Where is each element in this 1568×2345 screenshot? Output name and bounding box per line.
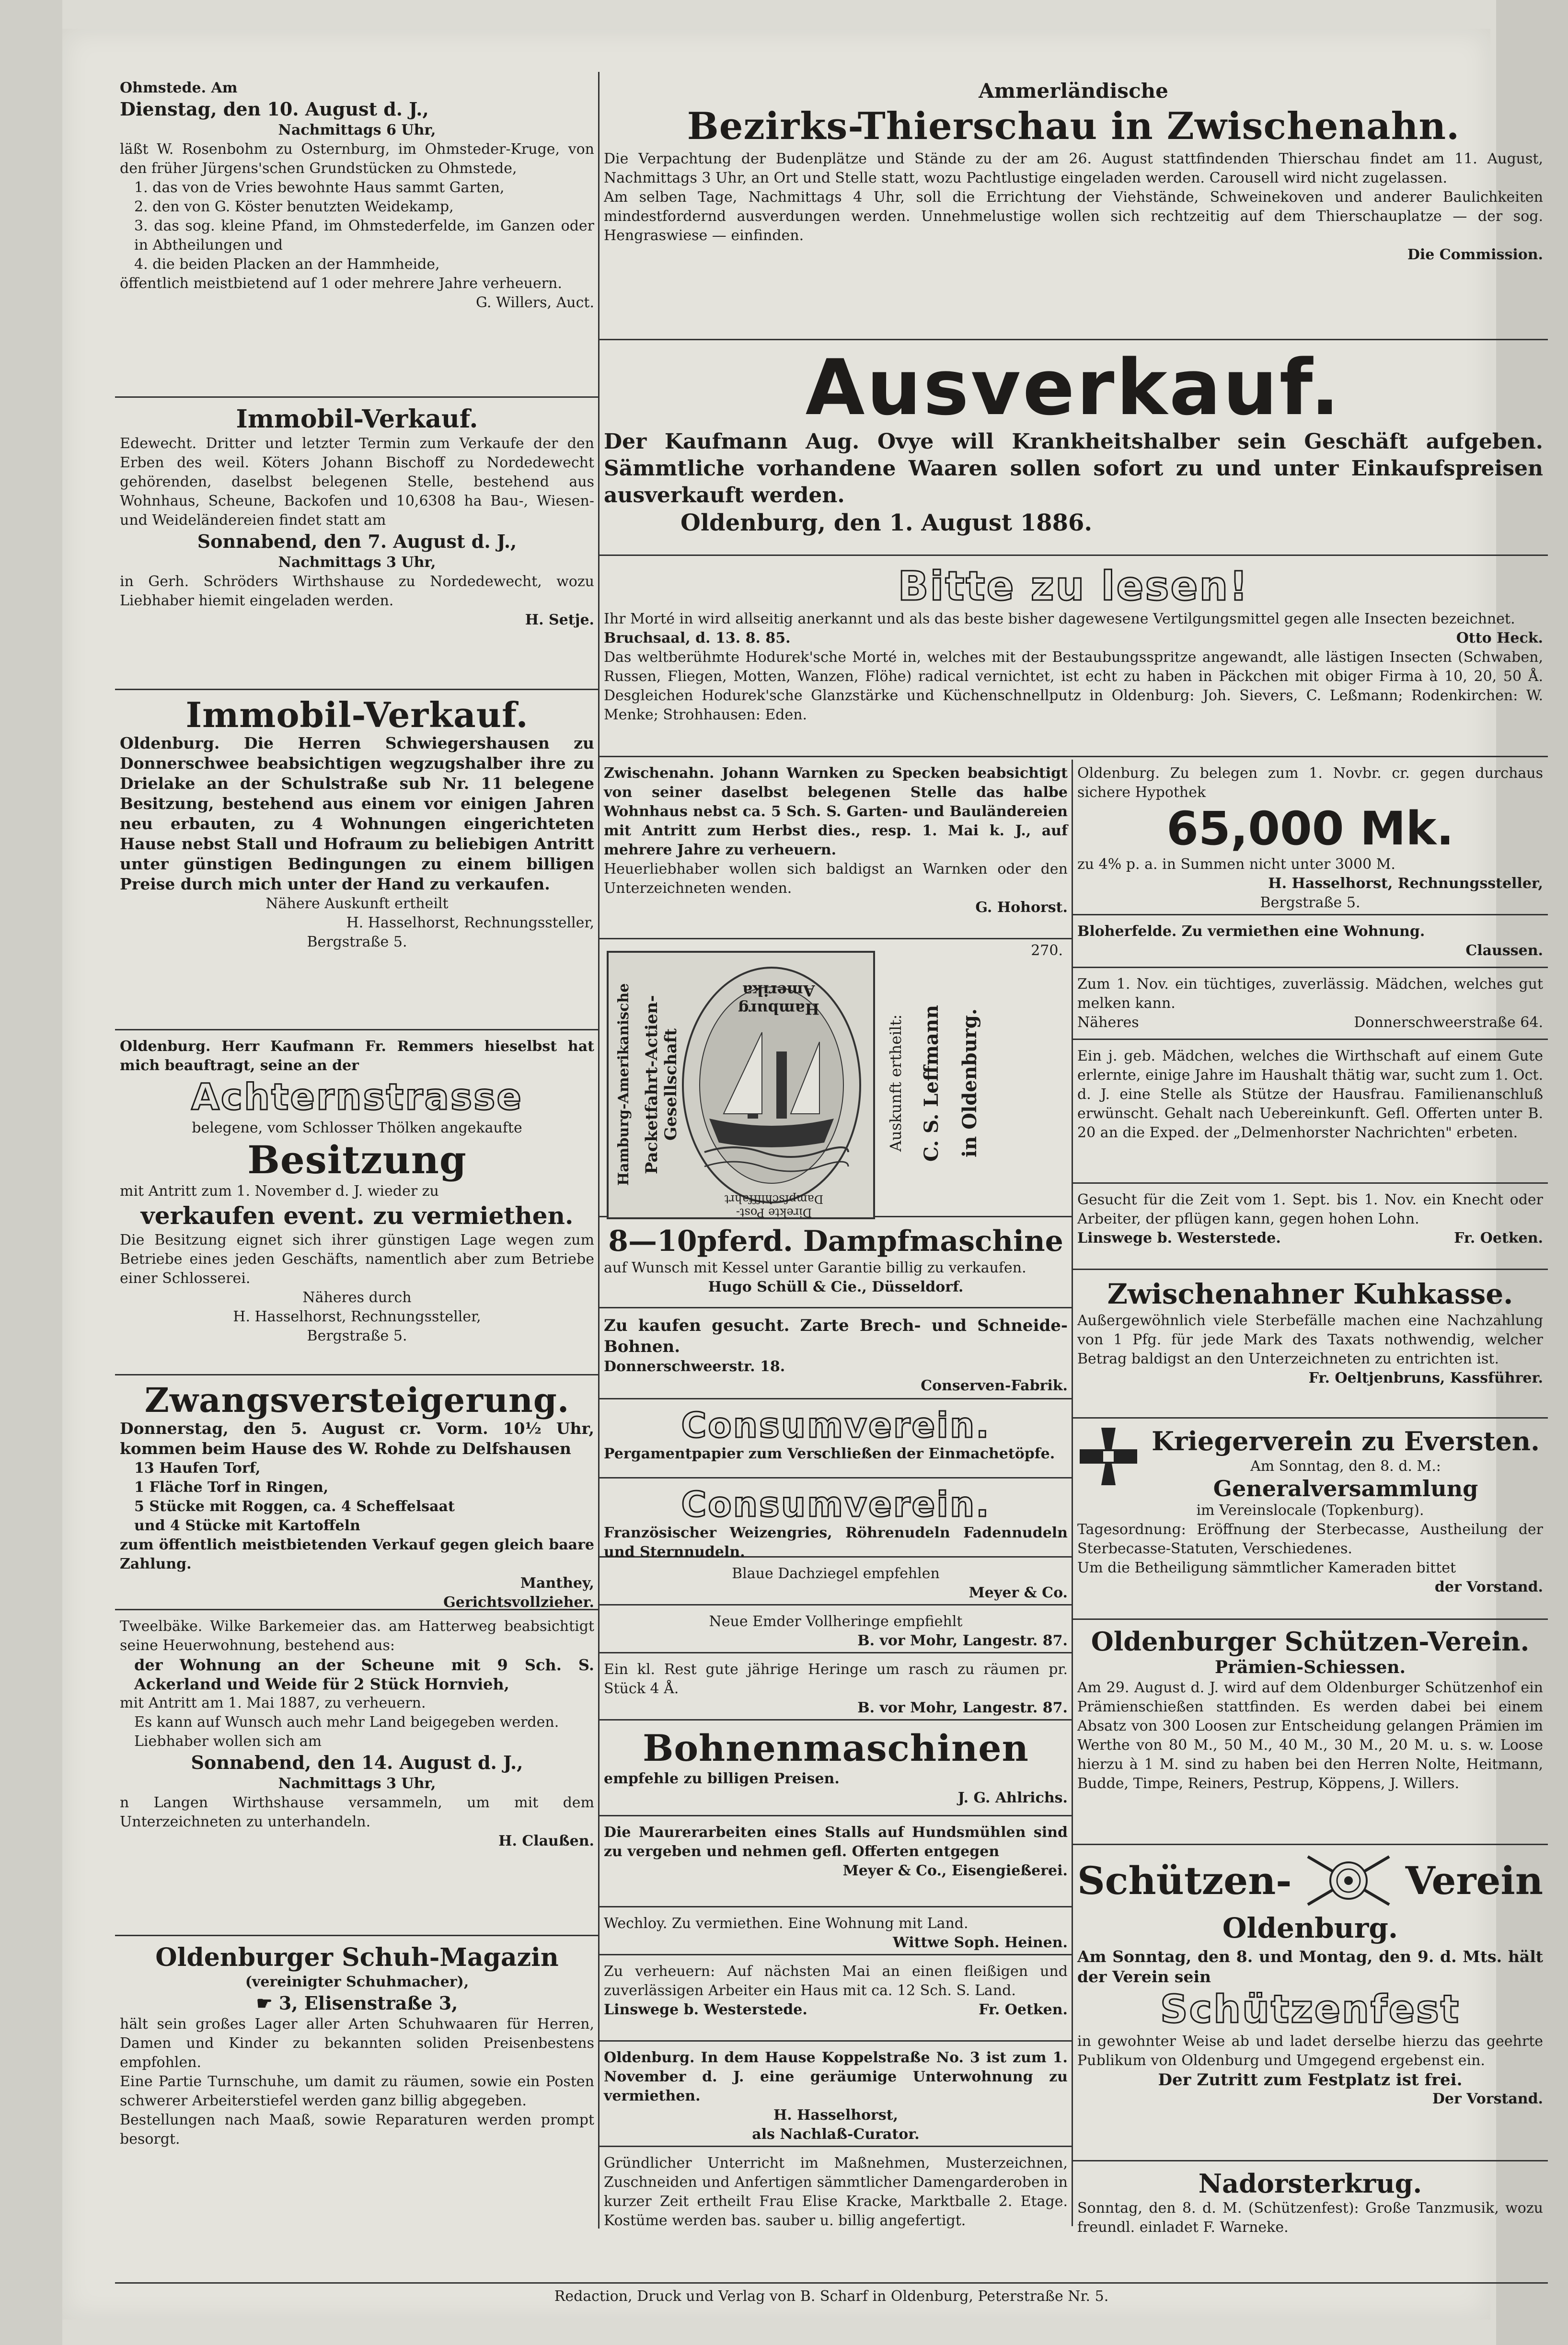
ad-signature: Der Vorstand.	[1432, 2091, 1543, 2107]
ad-term: mit Antritt zum 1. November d. J. wieder zu	[120, 1183, 439, 1200]
ad-signature: Hugo Schüll & Cie., Düsseldorf.	[708, 1279, 964, 1295]
ad-headline: verkaufen event. zu vermiethen.	[140, 1201, 574, 1230]
ad-title: Oldenburger Schuh-Magazin	[155, 1943, 559, 1972]
ad-item: 1. das von de Vries bewohnte Haus sammt Garten,	[134, 179, 505, 196]
ad-event: Generalversammlung	[1213, 1476, 1478, 1502]
ad-signature: Fr. Oetken.	[979, 2001, 1068, 2018]
ad-signature: B. vor Mohr, Langestr. 87.	[857, 1699, 1068, 1716]
ad-vollheringe	[599, 1606, 1072, 1653]
ad-ohmstede	[115, 72, 599, 398]
ad-date: Sonnabend, den 14. August d. J.,	[191, 1752, 523, 1773]
ad-wechloy	[599, 1907, 1072, 1955]
ad-unterricht	[599, 2147, 1072, 2253]
ad-title: Ausverkauf.	[805, 343, 1342, 432]
iron-cross-icon	[1077, 1425, 1140, 1488]
ad-body: Französischer Weizengries, Röhrenudeln Fadennudeln und Sternnudeln.	[604, 1525, 1068, 1560]
ad-body: Edewecht. Dritter und letzter Termin zum Verkaufe der den Erben des weil. Köters Johann Bischoff zu Nordedewecht gehörenden, daselbst belegenen Stelle, bestehend aus Wohnhaus, Scheune, Backofen und 10,6308 ha Bau-, Wiesen- und Weideländereien findet statt am	[120, 435, 594, 529]
ad-info: Nähere Auskunft ertheilt	[265, 895, 449, 912]
ad-signature: H. Hasselhorst,	[773, 2107, 899, 2124]
ad-more: Näheres durch	[302, 1289, 412, 1306]
ad-date: Am Sonntag, den 8. d. M.:	[1250, 1458, 1441, 1475]
ad-signature: H. Hasselhorst, Rechnungssteller,	[1268, 875, 1543, 892]
ad-location: belegene, vom Schlosser Thölken angekaufte	[192, 1120, 522, 1136]
ad-bloherfelde	[1072, 915, 1548, 968]
ad-body: Oldenburg. Zu belegen zum 1. Novbr. cr. gegen durchaus sichere Hypothek	[1077, 765, 1543, 801]
sub-column-right	[1072, 757, 1548, 2253]
ad-body: Eine Partie Turnschuhe, um damit zu räumen, sowie ein Posten schwerer Arbeiterstiefel werden ganz billig abgegeben.	[120, 2073, 594, 2109]
ad-body: Blaue Dachziegel empfehlen	[732, 1565, 940, 1582]
ad-dampfmaschine	[599, 1217, 1072, 1308]
ad-place: n Langen Wirthshause versammeln, um mit dem Unterzeichneten zu unterhandeln.	[120, 1794, 594, 1830]
ad-body: Heuerliebhaber wollen sich baldigst an Warnken oder den Unterzeichneten wenden.	[604, 861, 1068, 897]
ad-immobil-edewecht	[115, 398, 599, 690]
ticket-arc-text: Direkte Post-Dampfschifffahrt	[724, 1192, 824, 1219]
ad-body: Bestellungen nach Maaß, sowie Reparaturen werden prompt besorgt.	[120, 2112, 594, 2148]
ad-body: Neue Emder Vollheringe empfiehlt	[709, 1613, 963, 1630]
ad-signature: Manthey,	[520, 1575, 594, 1592]
ad-signature: Fr. Oetken.	[1454, 1230, 1543, 1247]
ad-body: Zu verheuern: Auf nächsten Mai an einen fleißigen und zuverlässigen Arbeiter ein Haus mit ca. 12 Sch. S. Land.	[604, 1963, 1068, 1999]
ad-zwangsversteigerung	[115, 1375, 599, 1610]
ad-address: Bergstraße 5.	[307, 934, 407, 950]
ad-schuetzenfest	[1072, 1845, 1548, 2161]
left-column	[115, 72, 599, 2205]
ad-time: Nachmittags 3 Uhr,	[278, 554, 436, 571]
ad-signature: Fr. Oeltjenbruns, Kassführer.	[1308, 1370, 1543, 1386]
ad-title: Bohnenmaschinen	[643, 1727, 1029, 1769]
ad-morte	[599, 556, 1548, 757]
contact-name: C. S. Leffmann	[920, 1005, 943, 1162]
ad-entry: Der Zutritt zum Festplatz ist frei.	[1158, 2070, 1463, 2090]
ad-body: Außergewöhnlich viele Sterbefälle machen eine Nachzahlung von 1 Pfg. für jede Mark des Taxats nothwendig, welcher Betrag baldigst an den Unterzeichneten zu entrichten ist.	[1077, 1312, 1543, 1367]
ad-place: im Vereinslocale (Topkenburg).	[1196, 1502, 1424, 1519]
ad-body: Sonntag, den 8. d. M. (Schützenfest): Große Tanzmusik, wozu freundl. einladet F. Warneke.	[1077, 2200, 1543, 2236]
ad-hapag-contact	[887, 968, 1049, 1208]
pointing-hand-icon: ☛	[256, 1992, 279, 2014]
right-column	[599, 72, 1548, 2253]
ad-subtitle: (vereinigter Schuhmacher),	[245, 1974, 469, 1990]
ad-knecht	[1072, 1184, 1548, 1270]
ticket-company-line1: Hamburg-Amerikanische	[615, 983, 632, 1186]
fest-word-2: Verein	[1405, 1858, 1543, 1903]
ad-hapag	[599, 939, 1072, 1217]
ad-maurerarbeiten	[599, 1816, 1072, 1907]
contact-label: Auskunft ertheilt:	[887, 1014, 905, 1152]
ad-signature: Meyer & Co., Eisengießerei.	[842, 1862, 1068, 1879]
ad-signature: H. Setje.	[525, 612, 594, 628]
ad-title: Oldenburger Schützen-Verein.	[1091, 1626, 1530, 1657]
ad-line: läßt W. Rosenbohm zu Osternburg, im Ohmsteder-Kruge, von den früher Jürgens'schen Grundstücken zu Ohmstede,	[120, 141, 594, 177]
ad-signature: Wittwe Soph. Heinen.	[893, 1934, 1068, 1951]
ad-body: Gesucht für die Zeit vom 1. Sept. bis 1. Nov. ein Knecht oder Arbeiter, der pflügen kann, gegen hohen Lohn.	[1077, 1191, 1543, 1227]
ad-item: 1 Fläche Torf in Ringen,	[134, 1479, 329, 1496]
ad-body: Die Maurerarbeiten eines Stalls auf Hundsmühlen sind zu vergeben und nehmen gefl. Offerten entgegen	[604, 1824, 1068, 1860]
ad-time: Nachmittags 6 Uhr,	[278, 122, 436, 139]
ad-title: Zwischenahner Kuhkasse.	[1107, 1278, 1513, 1310]
ad-achternstrasse	[115, 1030, 599, 1375]
ad-body: Am 29. August d. J. wird auf dem Oldenburger Schützenhof ein Prämienschießen stattfinden. Es werden dabei bei einem Absatz von 300 Loosen zur Entscheidung gelangen Prämien im Werthe von 80 M., 50 M., 40 M., 30 M., 20 M. u. s. w. Loose hierzu à 1 M. sind zu haben bei den Herren Nolte, Heitmann, Budde, Timpe, Reiners, Pestrup, Köppens, J. Willers.	[1077, 1679, 1543, 1792]
ad-address-text: 3, Elisenstraße 3,	[278, 1992, 458, 2014]
ad-address: Bergstraße 5.	[1260, 894, 1360, 911]
ad-address: Donnerschweerstraße 64.	[1354, 1014, 1543, 1031]
ad-signature: Conserven-Fabrik.	[921, 1377, 1068, 1394]
ship-ticket-image	[607, 951, 875, 1219]
ad-pretitle: Ammerländische	[979, 79, 1168, 103]
ad-body: Oldenburg. In dem Hause Koppelstraße No. 3 ist zum 1. November d. J. eine geräumige Unterwohnung zu vermiethen.	[604, 2049, 1068, 2104]
footer-imprint: Redaction, Druck und Verlag von B. Scharf in Oldenburg, Peterstraße Nr. 5.	[554, 2288, 1109, 2305]
ad-signature: B. vor Mohr, Langestr. 87.	[857, 1632, 1068, 1649]
ad-title: Consumverein.	[681, 1484, 991, 1525]
ad-signature: H. Hasselhorst, Rechnungssteller,	[233, 1308, 481, 1325]
ad-title: Consumverein.	[681, 1405, 991, 1445]
ad-body: Ein j. geb. Mädchen, welches die Wirthschaft auf einem Gute erlernte, einige Jahre im Haushalt thätig war, sucht zum 1. Oct. d. J. eine Stelle als Stütze der Hausfrau. Familienanschluß erwünscht. Gehalt nach Uebereinkunft. Gefl. Offerten unter B. 20 an die Exped. der „Delmenhorster Nachrichten" erbeten.	[1077, 1048, 1543, 1141]
contact-city: in Oldenburg.	[958, 1008, 981, 1158]
ad-address: Bergstraße 5.	[307, 1328, 407, 1344]
ad-kuhkasse	[1072, 1270, 1548, 1419]
ad-signature: Otto Heck.	[1456, 630, 1543, 647]
ad-body: Der Kaufmann Aug. Ovye will Krankheitshalber sein Geschäft aufgeben. Sämmtliche vorhandene Waaren sollen sofort zu und unter Einkaufspreisen ausverkauft werden.	[604, 429, 1543, 508]
ad-title: Zwangsversteigerung.	[144, 1380, 570, 1420]
ad-dachziegel	[599, 1558, 1072, 1606]
ad-body: Gründlicher Unterricht im Maßnehmen, Musterzeichnen, Zuschneiden und Anfertigen sämmtlicher Damengarderoben in kurzer Zeit ertheilt Frau Elise Kracke, Marktballe 2. Etage. Kostüme werden bas. sauber u. billig angefertigt.	[604, 2155, 1068, 2229]
ad-body: in gewohnter Weise ab und ladet derselbe hierzu das geehrte Publikum von Oldenburg und Umgegend ergebenst ein.	[1077, 2033, 1543, 2069]
ad-signature: Claussen.	[1465, 942, 1543, 959]
ad-place: Linswege b. Westerstede.	[604, 2001, 807, 2018]
ad-end: zum öffentlich meistbietenden Verkauf gegen gleich baare Zahlung.	[120, 1536, 594, 1572]
ad-place: Bruchsaal, d. 13. 8. 85.	[604, 630, 791, 647]
fest-word-1: Schützen-	[1077, 1858, 1292, 1903]
ad-maedchen	[1072, 968, 1548, 1040]
ad-koppelstrasse	[599, 2042, 1072, 2147]
ad-body: Pergamentpapier zum Verschließen der Einmachetöpfe.	[604, 1445, 1055, 1462]
ad-body: Am selben Tage, Nachmittags 4 Uhr, soll die Errichtung der Viehstände, Schweinekoven und anderer Baulichkeiten mindestfordernd ausverdungen werden. Unnehmelustige wollen sich rechtzeitig auf dem Thierschauplatze — der sog. Hengraswiese — einfinden.	[604, 189, 1543, 244]
ad-item: 4. die beiden Placken an der Hammheide,	[134, 256, 440, 273]
ad-warnken	[599, 757, 1072, 939]
ad-body: Die Verpachtung der Budenplätze und Stände zu der am 26. August stattfindenden Thierschau findet am 11. August, Nachmittags 3 Uhr, an Ort und Stelle statt, wozu Pachtlustige eingeladen werden. Carousell wird nicht zugelassen.	[604, 150, 1543, 186]
ad-ausverkauf	[599, 340, 1548, 556]
ad-item: 3. das sog. kleine Pfand, im Ohmstederfelde, im Ganzen oder in Abtheilungen und	[134, 218, 594, 254]
ad-body: Um die Betheiligung sämmtlicher Kameraden bittet	[1077, 1559, 1456, 1576]
ad-more: Näheres	[1077, 1014, 1139, 1031]
ad-title: Kriegerverein zu Eversten.	[1152, 1426, 1540, 1456]
ad-body: Wechloy. Zu vermiethen. Eine Wohnung mit Land.	[604, 1915, 968, 1932]
ad-signature: der Vorstand.	[1434, 1579, 1543, 1595]
ad-signature: G. Willers, Auct.	[475, 294, 594, 311]
ad-subtitle: Prämien-Schiessen.	[1215, 1657, 1406, 1677]
ad-street: Achternstrasse	[191, 1075, 523, 1118]
ad-intro: Oldenburg. Herr Kaufmann Fr. Remmers hieselbst hat mich beauftragt, seine an der	[120, 1038, 594, 1074]
ad-signature: Die Commission.	[1407, 246, 1543, 263]
ad-body: Am Sonntag, den 8. und Montag, den 9. d. Mts. hält der Verein sein	[1077, 1947, 1543, 1986]
footer-rule	[115, 2282, 1548, 2284]
ad-title: Bezirks-Thierschau in Zwischenahn.	[687, 104, 1460, 148]
ad-title: Nadorsterkrug.	[1198, 2168, 1422, 2199]
ad-heringe	[599, 1653, 1072, 1721]
ad-body: Ein kl. Rest gute jährige Heringe um rasch zu räumen pr. Stück 4 Å.	[604, 1661, 1068, 1697]
ad-more-row	[1077, 1013, 1543, 1032]
ad-nadorsterkrug	[1072, 2161, 1548, 2238]
ad-body: Donnerstag, den 5. August cr. Vorm. 10½ Uhr, kommen beim Hause des W. Rohde zu Delfshausen	[120, 1419, 594, 1458]
ad-headword: Besitzung	[247, 1137, 467, 1182]
page-gutter-left	[0, 0, 62, 2345]
ad-body: in Gerh. Schröders Wirthshause zu Nordedewecht, wozu Liebhaber hiemit eingeladen werden.	[120, 573, 594, 609]
krieger-header-text	[1148, 1425, 1543, 1501]
ad-body: Oldenburg. Die Herren Schwiegershausen zu Donnerschwee beabsichtigen wegzugshalber ihre zu Drielake an der Schulstraße sub Nr. 11 belegene Besitzung, bestehend aus einem vor einigen Jahren neu erbauten, zu 4 Wohnungen eingerichteten Hause nebst Stall und Hofraum zu beliebigen Antritt unter günstigen Bedingungen zu einem billigen Preise durch mich unter der Hand zu verkaufen.	[120, 734, 594, 893]
ad-signature: H. Claußen.	[498, 1833, 594, 1849]
ad-title: Immobil-Verkauf.	[185, 694, 529, 735]
ad-hypothek	[1072, 757, 1548, 915]
ad-number: 270.	[1031, 942, 1063, 959]
ad-body: auf Wunsch mit Kessel unter Garantie billig zu verkaufen.	[604, 1259, 1026, 1276]
ad-schuh-magazin	[115, 1936, 599, 2205]
ad-term: mit Antritt am 1. Mai 1887, zu verheuern.	[120, 1695, 426, 1711]
ad-signature: Meyer & Co.	[968, 1584, 1068, 1601]
ad-item: der Wohnung an der Scheune mit 9 Sch. S. Ackerland und Weide für 2 Stück Hornvieh,	[134, 1656, 594, 1693]
ad-title: Bitte zu lesen!	[898, 563, 1249, 610]
ad-sign-row	[1077, 1229, 1543, 1248]
ad-item: und 4 Stücke mit Kartoffeln	[134, 1517, 360, 1534]
ad-invite: Liebhaber wollen sich am	[134, 1733, 322, 1750]
ad-signature: H. Hasselhorst, Rechnungssteller,	[346, 914, 594, 931]
ad-date: Oldenburg, den 1. August 1886.	[680, 509, 1093, 536]
ad-body: Tagesordnung: Eröffnung der Sterbecasse, Austheilung der Sterbecasse-Statuten, Verschiedenes.	[1077, 1521, 1543, 1557]
ad-item: 2. den von G. Köster benutzten Weidekamp,	[134, 198, 454, 215]
ad-date: Sonnabend, den 7. August d. J.,	[197, 531, 517, 552]
ad-place-row	[604, 629, 1543, 648]
ad-bohnenmaschinen	[599, 1721, 1072, 1816]
ad-conserven	[599, 1308, 1072, 1399]
ticket-company-line2: Packetfahrt-Actien-Gesellschaft	[642, 995, 680, 1174]
ticket-destination: Hamburg Amerika	[738, 982, 819, 1018]
ad-city: Oldenburg.	[1222, 1912, 1398, 1944]
ad-address: Donnerschweerstr. 18.	[604, 1358, 785, 1375]
ad-consumverein-1	[599, 1399, 1072, 1479]
fest-header	[1077, 1852, 1543, 1909]
ad-extra: Es kann auf Wunsch auch mehr Land beigegeben werden.	[134, 1714, 559, 1731]
ad-item: 13 Haufen Torf,	[134, 1460, 261, 1477]
ad-place: Linswege b. Westerstede.	[1077, 1230, 1281, 1247]
ad-signature: J. G. Ahlrichs.	[957, 1790, 1068, 1806]
ad-body: Zwischenahn. Johann Warnken zu Specken beabsichtigt von seiner daselbst belegenen Stelle das halbe Wohnhaus nebst ca. 5 Sch. S. Garten- und Bauländereien mit Antritt zum Herbst dies., resp. 1. Mai k. J., auf mehrere Jahre zu verheuern.	[604, 765, 1068, 858]
target-rifles-icon	[1303, 1852, 1394, 1909]
sub-columns	[599, 757, 1548, 2253]
ad-line: Ohmstede. Am	[120, 80, 238, 96]
ad-item: 5 Stücke mit Roggen, ca. 4 Scheffelsaat	[134, 1498, 455, 1515]
ad-immobil-oldenburg	[115, 690, 599, 1030]
sub-column-left	[599, 757, 1072, 2253]
ad-address	[120, 1992, 594, 2015]
ad-title: 8—10pferd. Dampfmaschine	[608, 1224, 1063, 1258]
ad-body: Das weltberühmte Hodurek'sche Morté in, welches mit der Bestaubungsspritze angewandt, alle lästigen Insecten (Schwaben, Russen, Fliegen, Motten, Wanzen, Flöhe) radical vernichtet, ist echt zu haben in Päckchen mit obiger Firma à 10, 20, 50 Å. Desgleichen Hodurek'sche Glanzstärke und Küchenschnellputz in Oldenburg: Joh. Sievers, C. Leßmann; Rodenkirchen: W. Menke; Strohhausen: Eden.	[604, 649, 1543, 723]
ad-date: Dienstag, den 10. August d. J.,	[120, 98, 429, 120]
ad-body: Ihr Morté in wird allseitig anerkannt und als das beste bisher dagewesene Vertilgungsmittel gegen alle Insecten bezeichnet.	[604, 611, 1515, 627]
ad-tweelbaeke	[115, 1610, 599, 1936]
ad-time: Nachmittags 3 Uhr,	[278, 1775, 436, 1792]
ad-role: Gerichtsvollzieher.	[443, 1594, 594, 1611]
ad-body: Bloherfelde. Zu vermiethen eine Wohnung.	[1077, 923, 1425, 940]
ad-title: Immobil-Verkauf.	[236, 404, 478, 434]
ad-title: Schützenfest	[1160, 1987, 1460, 2032]
ad-line: öffentlich meistbietend auf 1 oder mehrere Jahre verheuern.	[120, 275, 562, 292]
ad-amount: 65,000 Mk.	[1166, 802, 1454, 855]
ad-body: zu 4% p. a. in Summen nicht unter 3000 M.	[1077, 856, 1395, 873]
ad-body: Die Besitzung eignet sich ihrer günstigen Lage wegen zum Betriebe eines jeden Geschäfts, namentlich aber zum Betriebe einer Schlosserei.	[120, 1232, 594, 1287]
ad-body: Zum 1. Nov. ein tüchtiges, zuverlässig. Mädchen, welches gut melken kann.	[1077, 976, 1543, 1012]
ad-kriegerverein	[1072, 1419, 1548, 1620]
ad-body: empfehle zu billigen Preisen.	[604, 1770, 840, 1787]
ad-body: Tweelbäke. Wilke Barkemeier das. am Hatterweg beabsichtigt seine Heuerwohnung, bestehend aus:	[120, 1618, 594, 1654]
ad-role: als Nachlaß-Curator.	[752, 2126, 920, 2143]
ad-consumverein-2	[599, 1479, 1072, 1558]
ad-thierschau	[599, 72, 1548, 340]
ad-signature: G. Hohorst.	[975, 899, 1068, 916]
ad-body: Zu kaufen gesucht. Zarte Brech- und Schneide-Bohnen.	[604, 1316, 1068, 1356]
ad-stuetze	[1072, 1040, 1548, 1184]
ad-body: hält sein großes Lager aller Arten Schuhwaaren für Herren, Damen und Kinder zu bekannten soliden Preisenbestens empfohlen.	[120, 2016, 594, 2071]
krieger-header	[1077, 1425, 1543, 1501]
ad-sign-row	[604, 2000, 1068, 2020]
ad-verheuern	[599, 1955, 1072, 2042]
ad-schuetzenverein	[1072, 1620, 1548, 1845]
